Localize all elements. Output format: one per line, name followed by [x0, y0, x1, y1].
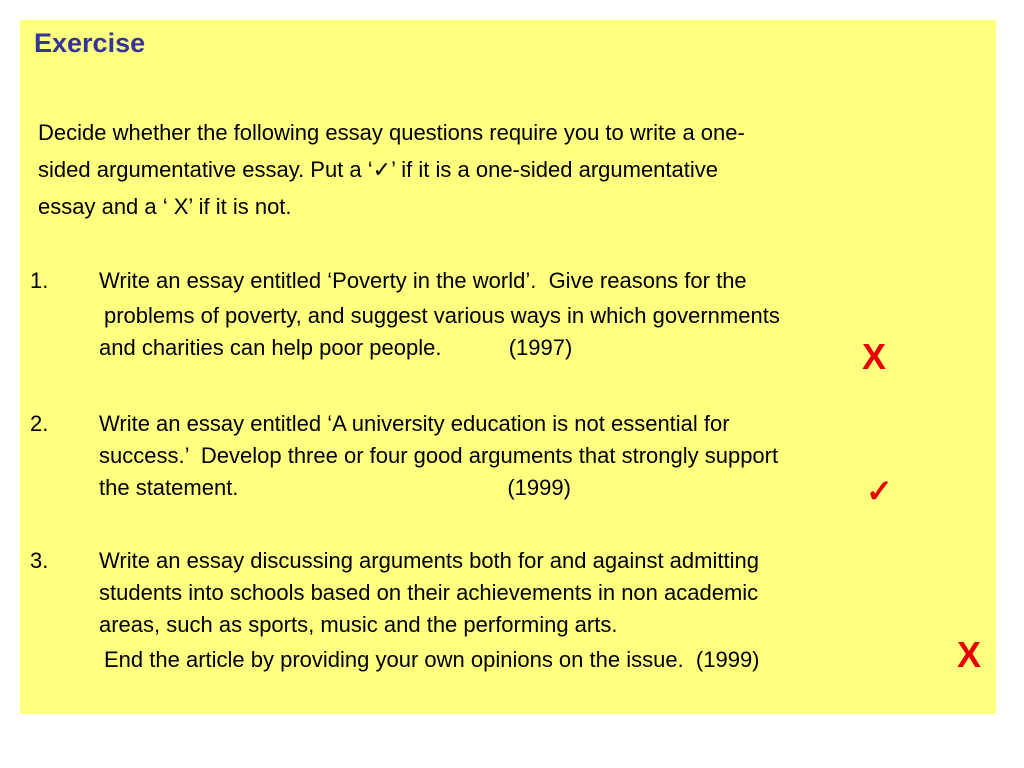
question-line: Write an essay discussing arguments both for and against admitting [99, 548, 759, 573]
answer-cross-mark: X [862, 336, 887, 377]
slide-background [20, 20, 996, 714]
question-text [99, 408, 989, 504]
question-number: 2. [30, 411, 49, 436]
question-line: areas, such as sports, music and the performing arts. [99, 612, 618, 637]
question-number: 3. [30, 548, 49, 573]
instructions-line: sided argumentative essay. Put a ‘✓’ if it is a one-sided argumentative [38, 157, 719, 182]
question-text [99, 265, 989, 364]
answer-check-mark: ✓ [866, 473, 893, 509]
instructions-line: essay and a ‘ X’ if it is not. [38, 194, 292, 219]
question-line: End the article by providing your own opinions on the issue. (1999) [104, 647, 760, 672]
question-line: Write an essay entitled ‘A university education is not essential for [99, 411, 730, 436]
question-number: 1. [30, 268, 49, 293]
instructions-line: Decide whether the following essay questions require you to write a one- [38, 120, 745, 145]
question-line: problems of poverty, and suggest various ways in which governments [104, 303, 780, 328]
question-line: Write an essay entitled ‘Poverty in the world’. Give reasons for the [99, 268, 747, 293]
question-line: students into schools based on their achievements in non academic [99, 580, 759, 605]
question-line: the statement. (1999) [99, 475, 571, 500]
slide-title: Exercise [34, 28, 146, 58]
instructions [38, 114, 988, 225]
question-line: success.’ Develop three or four good arguments that strongly support [99, 443, 779, 468]
question-text [99, 545, 989, 676]
answer-cross-mark: X [957, 634, 982, 675]
question-line: and charities can help poor people. (1997) [99, 335, 573, 360]
